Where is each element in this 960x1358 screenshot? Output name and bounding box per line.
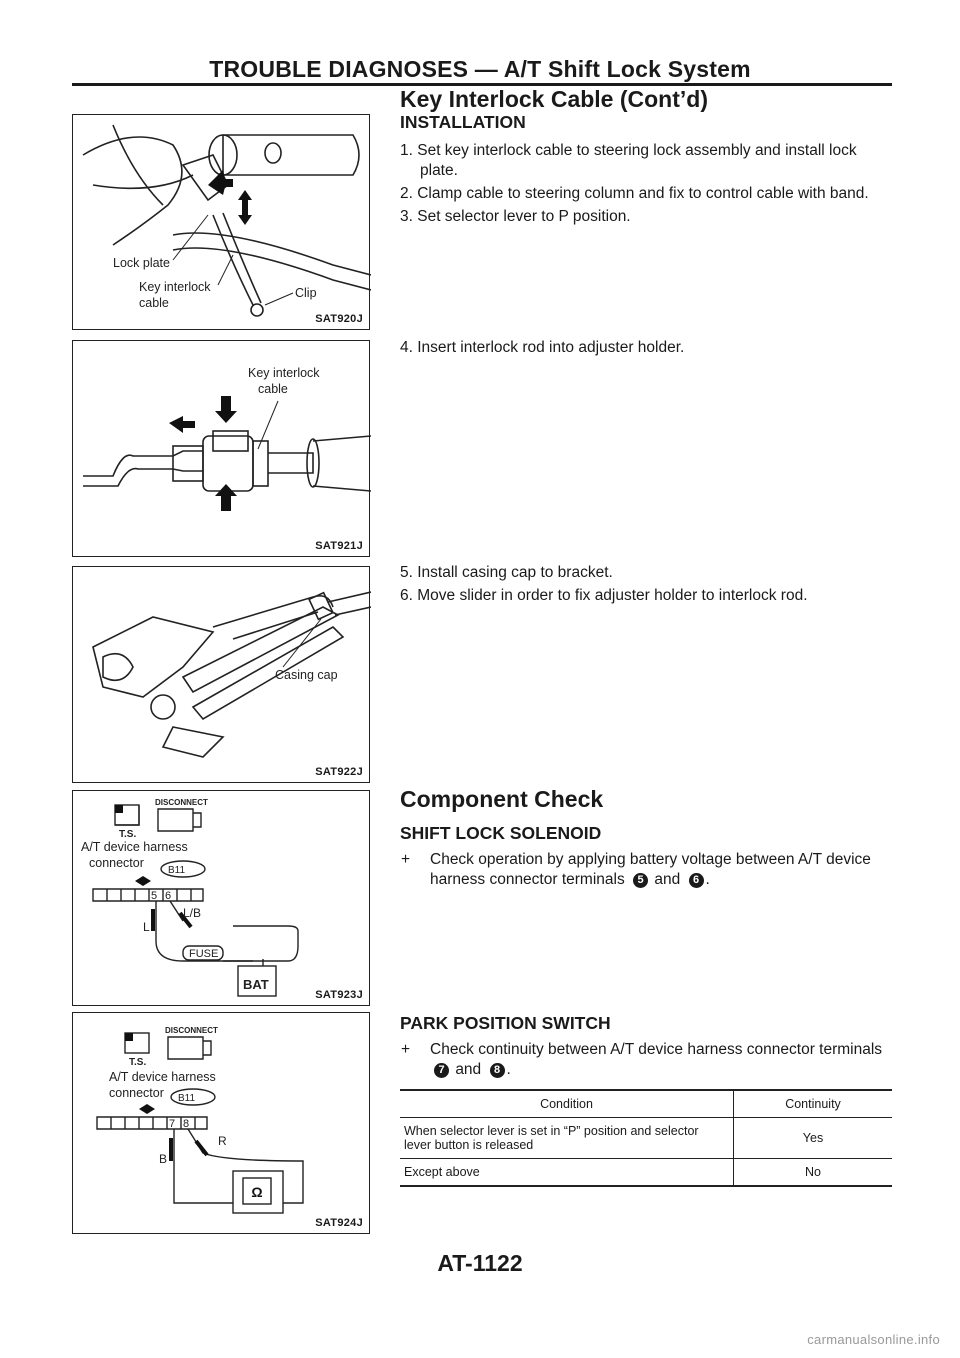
- figure-sat921j: [72, 340, 370, 557]
- continuity-cell: No: [805, 1165, 821, 1179]
- label-connector: connector: [109, 1086, 164, 1100]
- bullet-marker: +: [401, 851, 411, 868]
- label-harness: A/T device harness: [109, 1070, 216, 1084]
- step-5: 5. Install casing cap to bracket.: [400, 564, 613, 581]
- step-5-6-block: [400, 563, 892, 609]
- label-b11: B11: [168, 865, 186, 876]
- page-header-title: TROUBLE DIAGNOSES — A/T Shift Lock System: [209, 56, 751, 82]
- table-row: [400, 1118, 892, 1159]
- step-6: 6. Move slider in order to fix adjuster holder to interlock rod.: [400, 587, 808, 604]
- label-terminal-5: 5: [151, 890, 158, 902]
- and-text: and: [654, 871, 681, 888]
- label-key-interlock: Key interlock: [139, 280, 211, 294]
- shift-lock-heading: SHIFT LOCK SOLENOID: [400, 823, 602, 843]
- condition-cell: Except above: [400, 1159, 734, 1187]
- illustration-steering-lock: [73, 115, 371, 331]
- label-bat: BAT: [243, 977, 269, 992]
- label-lock-plate: Lock plate: [113, 256, 170, 270]
- label-b: B: [159, 1152, 168, 1166]
- ohm-icon: Ω: [251, 1184, 263, 1200]
- wiring-diagram-shift-lock: [73, 791, 371, 1007]
- label-casing-cap: Casing cap: [275, 668, 338, 682]
- installation-section: [400, 112, 892, 230]
- shift-lock-text: Check operation by applying battery voltage between A/T device harness connector terminals: [430, 851, 871, 888]
- label-terminal-6: 6: [165, 890, 172, 902]
- park-switch-instruction: [400, 1040, 892, 1080]
- installation-heading: INSTALLATION: [400, 112, 526, 132]
- illustration-casing-cap: [73, 567, 371, 784]
- label-clip: Clip: [295, 286, 317, 300]
- label-cable: cable: [258, 382, 288, 396]
- illustration-adjuster-holder: [73, 341, 371, 558]
- terminal-5-badge: 5: [633, 873, 648, 888]
- label-fuse: FUSE: [189, 948, 219, 960]
- label-key-interlock: Key interlock: [248, 366, 320, 380]
- period: .: [705, 871, 710, 888]
- figure-code: SAT920J: [315, 313, 363, 325]
- park-switch-section: [400, 1013, 892, 1080]
- figure-code: SAT924J: [315, 1217, 363, 1229]
- component-check-section: [400, 786, 892, 890]
- park-switch-heading: PARK POSITION SWITCH: [400, 1013, 611, 1033]
- step-2: 2. Clamp cable to steering column and fix to control cable with band.: [400, 185, 869, 202]
- label-lb: L/B: [183, 906, 202, 920]
- label-harness: A/T device harness: [81, 840, 188, 854]
- wiring-diagram-park-switch: [73, 1013, 371, 1235]
- bullet-marker: +: [401, 1041, 411, 1058]
- label-terminal-7: 7: [169, 1118, 176, 1130]
- step-1: 1. Set key interlock cable to steering lock assembly and install lock plate.: [400, 142, 857, 179]
- continuity-table: [400, 1089, 892, 1187]
- step-4: 4. Insert interlock rod into adjuster holder.: [400, 339, 685, 356]
- table-row: [400, 1159, 892, 1187]
- label-r: R: [218, 1134, 227, 1148]
- header-continuity: Continuity: [785, 1097, 841, 1111]
- label-disconnect: DISCONNECT: [165, 1026, 218, 1035]
- label-l: L: [143, 920, 150, 934]
- park-switch-text: Check continuity between A/T device harness connector terminals: [430, 1041, 883, 1058]
- table-header-row: [400, 1090, 892, 1118]
- label-ts: T.S.: [119, 829, 137, 840]
- figure-code: SAT923J: [315, 989, 363, 1001]
- label-ts: T.S.: [129, 1057, 147, 1068]
- label-disconnect: DISCONNECT: [155, 798, 208, 807]
- figure-sat922j: [72, 566, 370, 783]
- condition-cell: When selector lever is set in “P” position and selector lever button is released: [400, 1118, 734, 1159]
- continuity-cell: Yes: [802, 1131, 824, 1145]
- label-connector: connector: [89, 856, 144, 870]
- label-terminal-8: 8: [183, 1118, 190, 1130]
- component-check-heading: Component Check: [400, 786, 604, 812]
- terminal-6-badge: 6: [689, 873, 704, 888]
- label-cable: cable: [139, 296, 169, 310]
- label-b11: B11: [178, 1093, 196, 1104]
- period: .: [506, 1061, 511, 1078]
- step-3: 3. Set selector lever to P position.: [400, 208, 631, 225]
- terminal-8-badge: 8: [490, 1063, 505, 1078]
- watermark: carmanualsonline.info: [807, 1332, 940, 1347]
- page-number: AT-1122: [437, 1250, 523, 1276]
- and-text: and: [455, 1061, 482, 1078]
- shift-lock-instruction: [400, 850, 892, 890]
- terminal-7-badge: 7: [434, 1063, 449, 1078]
- figure-sat924j: [72, 1012, 370, 1234]
- figure-code: SAT921J: [315, 540, 363, 552]
- step-4-block: [400, 338, 892, 361]
- figure-sat923j: [72, 790, 370, 1006]
- figure-code: SAT922J: [315, 766, 363, 778]
- header-condition: Condition: [400, 1090, 734, 1118]
- section-title: Key Interlock Cable (Cont’d): [400, 86, 708, 112]
- figure-sat920j: [72, 114, 370, 330]
